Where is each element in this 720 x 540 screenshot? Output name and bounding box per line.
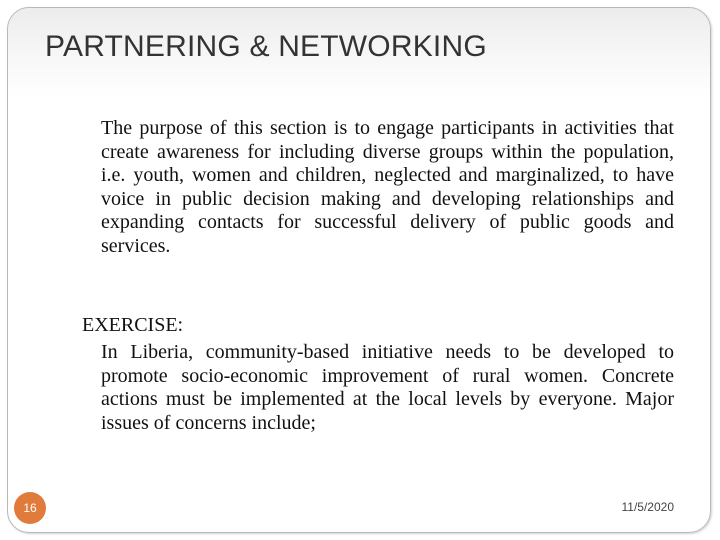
bullet-text: In Liberia, community-based initiative needs to be developed to promote socio-economic improvement of rural women. Concrete actions must be implemented at the local levels by everyone. Major issues of concerns include;	[101, 341, 674, 434]
bullet-purpose	[82, 117, 674, 258]
slide-title: PARTNERING & NETWORKING	[45, 30, 487, 63]
exercise-label: EXERCISE:	[82, 314, 184, 336]
bullet-text: The purpose of this section is to engage participants in activities that create awareness for including diverse groups within the population, i.e. youth, women and children, neglected and marginalized, to have voice in public decision making and developing relationships and expanding contacts for successful delivery of public goods and services.	[101, 117, 674, 257]
slide-frame	[7, 7, 711, 533]
slide-date: 11/5/2020	[621, 500, 674, 514]
bullet-exercise	[82, 341, 674, 435]
page-number-badge: 16	[14, 492, 46, 524]
